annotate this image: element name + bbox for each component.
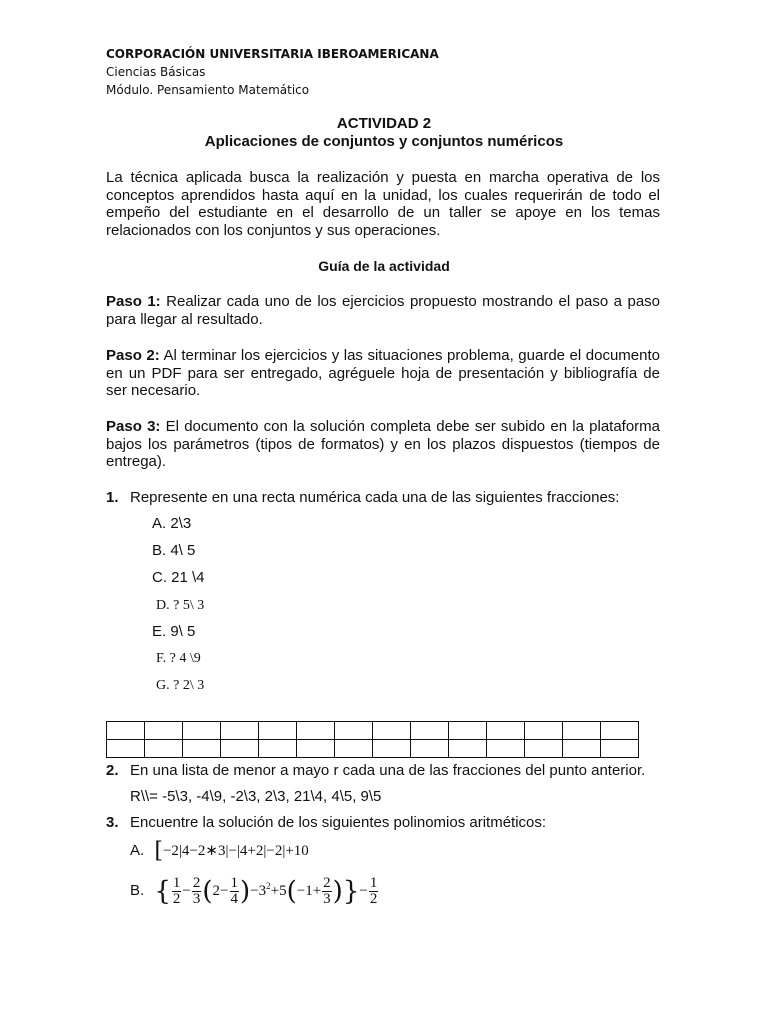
step-1-text: Realizar cada uno de los ejercicios propuesto mostrando el paso a paso para llegar al resultado. [106,293,661,328]
grid-row [107,740,639,758]
polynomial-b-label: B. [130,881,145,899]
step-1-label: Paso 1: [106,293,161,310]
grid-row [107,722,639,740]
question-1 [106,489,619,507]
question-1-text: Represente en una recta numérica cada una de las siguientes fracciones: [130,489,620,506]
question-3-number: 3. [106,814,119,831]
module-name: Módulo. Pensamiento Matemático [106,83,310,97]
fraction-item: C. 21 \4 [152,569,205,586]
fraction-item: B. 4\ 5 [152,542,196,559]
institution-name: CORPORACIÓN UNIVERSITARIA IBEROAMERICANA [106,47,439,61]
fraction-item: E. 9\ 5 [152,623,196,640]
polynomial-b [130,876,379,907]
polynomial-a-label: A. [130,842,145,859]
step-2-text: Al terminar los ejercicios y las situaciones problema, guarde el documento en un PDF para ser entregado, agréguele hoja de presentación y bibliografía de ser necesario. [106,347,660,399]
question-2 [106,762,645,780]
faculty-name: Ciencias Básicas [106,65,206,79]
fraction-item: F. ? 4 \9 [156,651,201,666]
fraction-item: G. ? 2\ 3 [156,678,205,693]
fraction-item: D. ? 5\ 3 [156,598,205,613]
number-line-grid [106,721,639,758]
polynomial-a-expression: [−2|4−2∗3|−|4+2|−2|+10 [154,838,309,864]
intro-paragraph: La técnica aplicada busca la realización y puesta en marcha operativa de los conceptos aprendidos hasta aquí en la unidad, los cuales requerirán de todo el empeño del estudiante en el desarrollo de un taller se apoye en los temas relacionados con los conjuntos y sus operaciones. [106,169,660,239]
step-3-label: Paso 3: [106,418,161,435]
polynomial-b-expression: { $\frac{1}{2}$ − $\frac{2}{3}$ (2− $\frac{1}{4}$ )$-3^2+5(-1+$ $\frac{2}{3}$ )}− $\frac{1}{2}$ [154,875,378,907]
activity-title: ACTIVIDAD 2 [336,115,432,132]
guide-title: Guía de la actividad [318,258,450,274]
question-2-text: En una lista de menor a mayo r cada una de las fracciones del punto anterior. [130,762,646,779]
polynomial-a [130,838,309,864]
question-3 [106,814,546,832]
question-2-number: 2. [106,762,119,779]
question-3-text: Encuentre la solución de los siguientes polinomios aritméticos: [130,814,547,831]
step-2 [106,347,660,400]
step-3 [106,418,660,471]
question-1-number: 1. [106,489,119,506]
activity-subtitle: Aplicaciones de conjuntos y conjuntos numéricos [204,133,564,150]
question-2-answer: R\\= -5\3, -4\9, -2\3, 2\3, 21\4, 4\5, 9\5 [130,788,382,805]
fraction-item: A. 2\3 [152,515,192,532]
step-2-label: Paso 2: [106,347,160,364]
step-3-text: El documento con la solución completa debe ser subido en la plataforma bajos los parámetros (tipos de formatos) y en los plazos dispuestos (tiempos de entrega). [106,418,661,470]
step-1 [106,293,660,328]
